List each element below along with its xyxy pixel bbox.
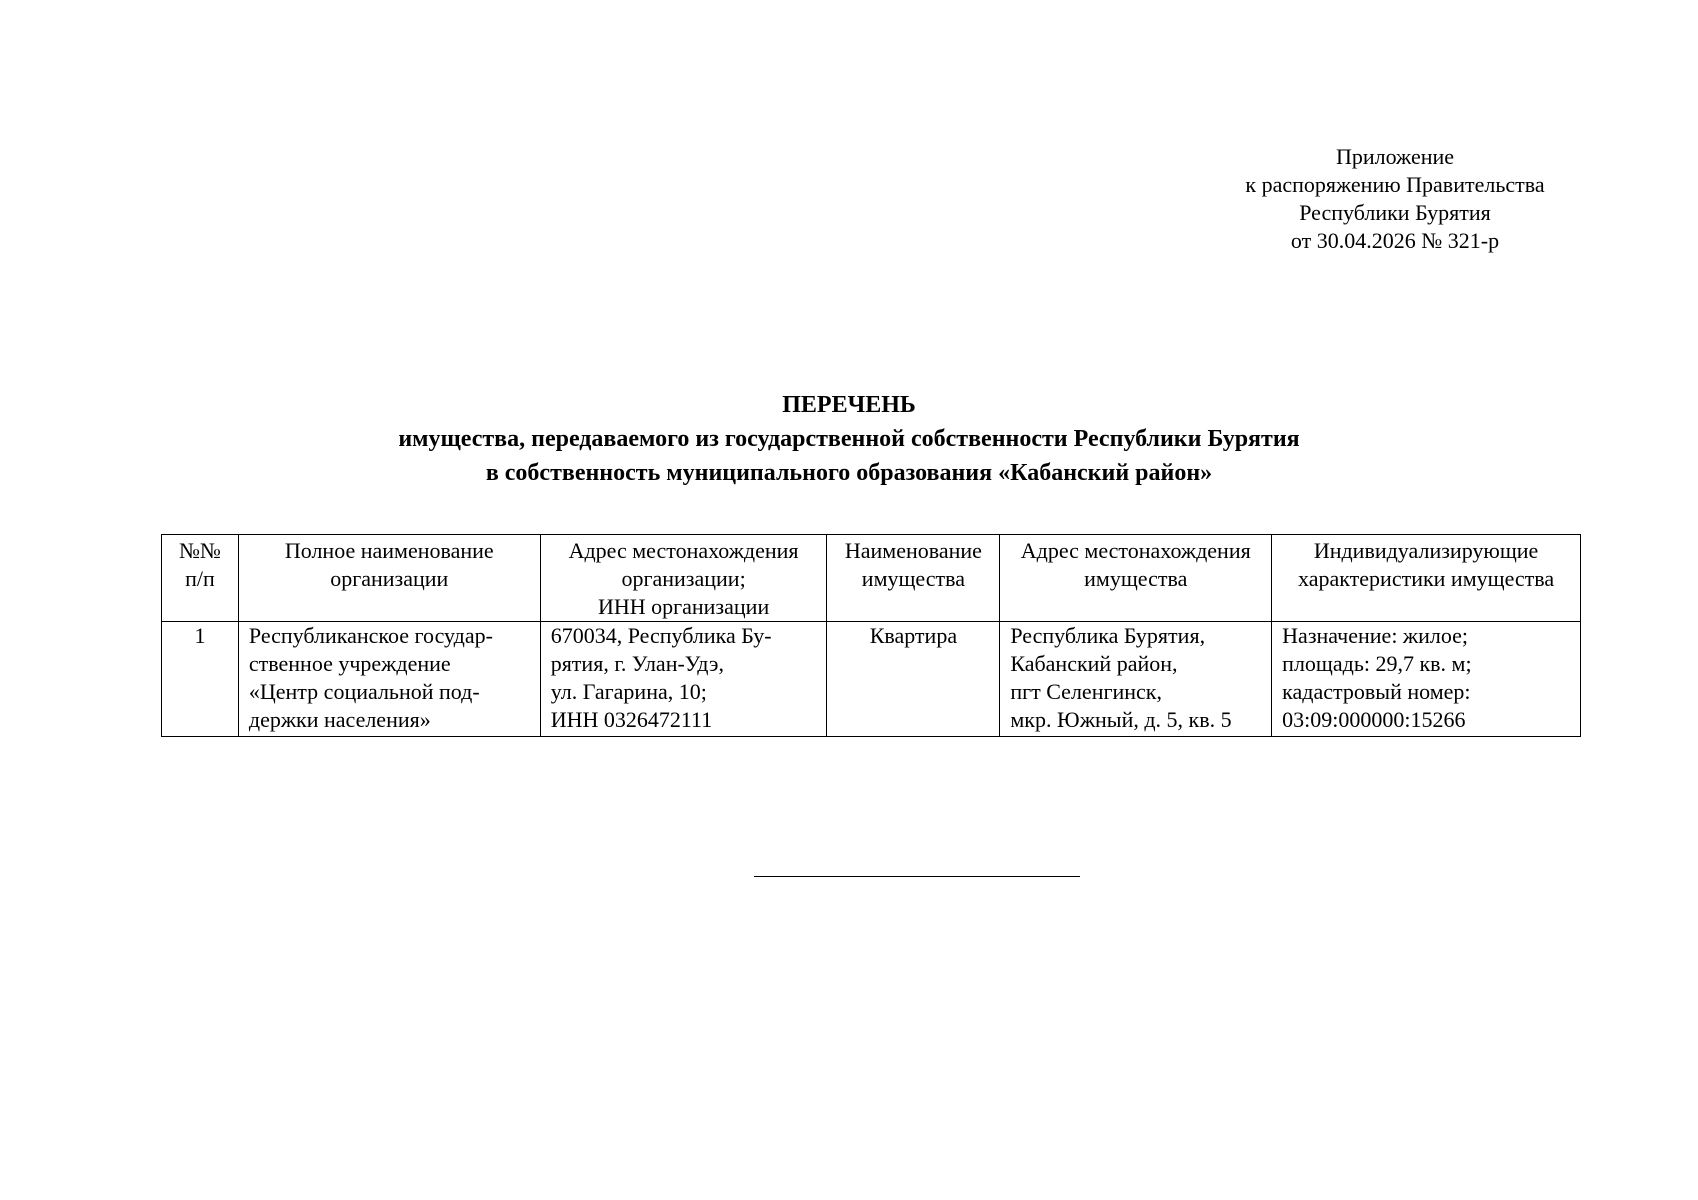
appendix-line: к распоряжению Правительства	[1245, 172, 1545, 197]
title-line-2: в собственность муниципального образования «Кабанский район»	[485, 460, 1213, 486]
header-property-address: Адрес местонахождения имущества	[1000, 535, 1272, 622]
cell-org-address: 670034, Республика Бу- рятия, г. Улан-Удэ, ул. Гагарина, 10; ИНН 0326472111	[540, 622, 827, 737]
appendix-line: Республики Бурятия	[1299, 200, 1491, 225]
appendix-header	[1225, 143, 1565, 255]
appendix-line: от 30.04.2026 № 321-р	[1290, 228, 1500, 253]
cell-number: 1	[162, 622, 239, 737]
header-characteristics: Индивидуализирующие характеристики имущества	[1272, 535, 1581, 622]
title-heading: ПЕРЕЧЕНЬ	[782, 392, 916, 418]
end-divider	[754, 876, 1080, 877]
header-number: №№ п/п	[162, 535, 239, 622]
table-row	[162, 622, 1581, 737]
appendix-line: Приложение	[1335, 144, 1455, 169]
header-org-name: Полное наименование организации	[238, 535, 540, 622]
document-title	[0, 388, 1698, 490]
header-property-name: Наименование имущества	[827, 535, 1000, 622]
title-line-1: имущества, передаваемого из государственной собственности Республики Бурятия	[398, 426, 1300, 452]
cell-property-name: Квартира	[827, 622, 1000, 737]
cell-characteristics: Назначение: жилое; площадь: 29,7 кв. м; кадастровый номер: 03:09:000000:15266	[1272, 622, 1581, 737]
cell-property-address: Республика Бурятия, Кабанский район, пгт Селенгинск, мкр. Южный, д. 5, кв. 5	[1000, 622, 1272, 737]
cell-org-name: Республиканское государ- ственное учреждение «Центр социальной под- держки населения»	[238, 622, 540, 737]
property-table	[161, 534, 1581, 737]
header-org-address: Адрес местонахождения организации; ИНН организации	[540, 535, 827, 622]
table-header-row	[162, 535, 1581, 622]
